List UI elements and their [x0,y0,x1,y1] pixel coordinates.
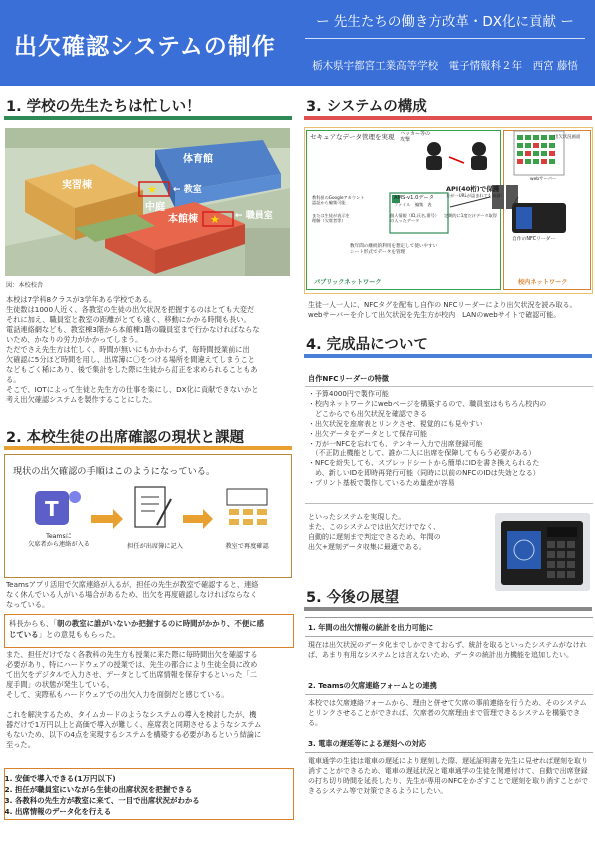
s2-line: なく休んでいる人がいる場合があるため、出欠を再度確認しなければならなく [6,590,258,599]
section1-title: 1. 学校の先生たちは忙しい！ [6,99,201,115]
note-fetch: 定期的に1度だけデータ取得 [444,213,497,218]
future-divider [305,694,593,695]
s2-line: 器だけで1万円以上と高価で導入が難しく、座席表と同期させるようなシステム [6,720,262,729]
s1-line: いため、かなりの労力がかかってしまう。 [6,335,143,344]
solution-item: 2. 担任が職員室にいながら生徒の出席状況を把握できる [15,784,293,795]
section4-bar [304,354,592,358]
svg-text:★: ★ [147,183,157,196]
nfc-reader-photo [495,513,590,591]
s4-line: 自動的に遅刻まで判定できるため、年間の [308,533,441,541]
s4-line: といったシステムを実現した。 [308,513,406,521]
label-staffroom: ← 職員室 [235,211,273,221]
section2-para2 [6,650,292,750]
feature-item: ・プリント基板で製作しているため量産が容易 [308,479,455,488]
author-line: 栃木県宇都宮工業高等学校 電子情報科２年 西宮 藤悟 [312,60,578,72]
section4-result [308,512,493,552]
s1-line: 考え出欠確認システムを製作することにした。 [6,395,157,404]
svg-text:T: T [45,497,59,521]
svg-text:★: ★ [210,213,220,226]
feature-item: どこからでも出欠状況を確認できる [308,409,427,418]
features-title: 自作NFCリーダーの特徴 [308,374,389,383]
feature-item: ・予算4000円で製作可能 [308,390,389,398]
s1-line: 欠確認に5分ほど時間を用し、出席簿に〇をつける場所を間違えてしまうこと [6,355,255,364]
quote-text: 科長からも、「朝の教室に誰がいないか把握するのに時間がかかり、不便に感 じている」との意見ももらった。 [9,619,264,639]
campus-map [5,128,290,276]
solutions-box [4,768,294,820]
campus-caption: 図：本校校舎 [6,282,44,289]
feature-item: ・出欠状況を座席表とリンクさせ、視覚的にも見やすい [308,419,483,428]
s4-line: また、このシステムでは出欠だけでなく、 [308,523,441,531]
label-main: 本館棟 [168,214,198,225]
future-text-3: 電車通学の生徒は電車の遅延により遅刻した際、遅延証明書を先生に見せれば遅刻を取り消すことができるため、電車の遅延状況と電車通学の生徒を関連付けて、自動で出席登録の打ち切り時間を延長したり、先生が専用のNFCをかざすことで遅刻を取り消すことができるシステム等で対策できるようにしたい。 [308,757,589,795]
features-box [305,386,593,504]
hacker-label: ハッカー等の 攻撃 [400,131,431,143]
section5-title: 5. 今後の展望 [306,590,400,606]
poster-title: 出欠確認システムの制作 [14,34,276,60]
api-label: API(40桁)で保護 [446,185,500,193]
solution-item: 1. 安価で導入できる(1万円以下) [15,773,293,784]
s2-line: て出欠をデジタルで入力させ、データとして出席情報を保存するといった「二 [6,670,257,679]
solution-item: 4. 出席情報のデータ化を行える [15,806,293,817]
s2-line: なっている。 [6,600,50,609]
quote-box [4,614,294,648]
header-divider [305,38,585,39]
s1-line: 本校は7学科8クラスが3学年ある学校である。 [6,295,157,304]
section2-title: 2. 本校生徒の出席確認の現状と課題 [6,430,245,446]
section3-title: 3. システムの構成 [306,99,427,115]
future-heading-3: 3. 電車の遅延等による遅刻への対応 [308,739,427,748]
future-heading-1: 1. 年間の出欠情報の統計を出力可能に [308,623,434,632]
s2-line: そして、実際私もハードウェアでの出欠入力を面倒だと感じている。 [6,690,229,699]
future-text-1: 現在は出欠状況のデータ化までしかできておらず、統計を取るといったシステムがなければ、あまり有用なシステムとは言えないため、データの統計出力機能を追加したい。 [308,641,587,659]
reader-label: 自作のNFCリーダー [512,237,556,242]
sheet-caption: 数年間の継続的利用を想定して使いやすい シート形式でデータを管理 [350,244,438,255]
note-personal: 個人情報（ID,氏名,番号） の入ったデータ [390,213,439,224]
future-text-2: 本校では欠席連絡フォームから、理由と併せて欠席の事前連絡を行うため、そのシステムとリンクさせることができれば、欠席者の欠席理由まで管理できるシステムを構築できる。 [308,699,587,727]
feature-item: ・出欠データをデータとして保存可能 [308,429,427,438]
section5-bar [304,607,592,611]
feature-item: ・万が一NFCを忘れても、テンキー入力で出席登録可能 [308,439,483,448]
future-heading-2: 2. Teamsの欠席連絡フォームとの連携 [308,681,437,690]
public-network-label: パブリックネットワーク [314,279,382,286]
header-banner [0,0,595,86]
section1-bar [4,116,292,120]
poster-subtitle: ー 先生たちの働き方改革・DX化に貢献 ー [316,14,574,30]
solution-item: 3. 各教科の先生方が教室に来て、一目で出席状況がわかる [15,795,293,806]
api-sublabel: 万が一URLが盗まれても知識！ [446,193,505,198]
feature-item: （不正防止機能として、誰か二人に出席を保障してもらう必要がある） [308,449,536,458]
flow-step-2: 担任が出席簿に記入 [127,543,183,550]
section4-title: 4. 完成品について [306,337,428,353]
s2-line: これを解決するため、タイムカードのようなシステムの導入を検討したが、機 [6,710,257,719]
private-network-label: 校内ネットワーク [518,279,568,286]
s1-line: などもごく稀にあり、後で集計をした際に生徒から訂正を求められることもあ [6,365,258,374]
s1-line: それに加え、職員室と教室の距離がとても遠く、移動にかかる時間も長い。 [6,315,251,324]
s1-line: 生徒数は1000人近く、各教室の生徒の出欠状況を把握するのはとても大変だ [6,305,255,314]
s1-line: る。 [6,375,21,384]
flow-step-1: Teamsに 欠席者から連絡が入る [28,533,90,548]
future-divider [305,752,593,753]
s1-line: 電話連絡網なども、教室棟3階から本館棟1階の職員室まで行かなければならな [6,325,260,334]
gas-label: AMS-v1.0データ [394,195,434,201]
section3-bar [304,116,592,120]
section3-desc: 生徒一人一人に、NFCタグを配布し自作の NFCリーダーにより出欠状況を読み取る。webサーバーを介して出欠状況を先生方が校内 LANのwebサイトで確認可能。 [308,301,577,319]
s1-line: ただでさえ先生方は忙しく、時間が無いにもかかわらず、毎時間授業前に出 [6,345,250,354]
webserver-label: webサーバー [530,177,557,182]
s2-line: また、担任だけでなく各教科の先生方も授業に来た際に毎時間出欠を確認する [6,650,258,659]
feature-item: め、新しいIDを即時再発行可能（同時に以前のNFCのIDは失効となる） [308,469,540,478]
gas-sublabel: ファイル 編集 表 [394,202,432,207]
secure-label: セキュアなデータ管理を実現 [310,133,395,141]
section1-body [6,295,292,405]
s1-line: そこで、IOTによって生徒と先生方の仕事を楽にし、DX化に貢献できないかと [6,385,259,394]
section2-bar [4,446,292,450]
s2-line: もないため、以下の4点を実現するシステムを構築する必要があるという結論に [6,730,262,739]
s2-line [6,700,292,710]
notice-label: 出欠状況画面 [554,135,581,140]
s2-line: 至った。 [6,740,35,749]
feature-item: ・NFCを紛失しても、スプレッドシートから簡単にIDを書き換えられるた [308,459,540,468]
flow-heading: 現状の出欠確認の手順はこのようになっている。 [13,466,216,477]
s4-line: 出欠+遅刻データ収集に最適である。 [308,543,426,551]
section2-para1 [6,580,292,610]
label-practice: 実習棟 [62,180,92,191]
note-display: または生徒が表示を 理解（欠席者等） [312,213,350,224]
label-courtyard: 中庭 [145,202,165,213]
flow-box [4,454,292,578]
feature-item: ・校内ネットワークにwebページを構築するので、職員室はもちろん校内の [308,399,547,408]
flow-step-3: 教室で再度確認 [225,543,269,550]
s2-line: Teamsアプリ活用で欠席連絡が入るが、担任の先生が教室で確認すると、連絡 [6,580,259,589]
future-section [305,617,593,841]
label-gym: 体育館 [183,154,213,165]
label-classroom: ← 教室 [173,185,202,195]
s2-line: 必要があり、特にハードウェアの授業では、先生の都合により生徒全員に改め [6,660,258,669]
future-divider [305,636,593,637]
note-account: 教科担のGoogleアカウント 認証から編集可能 [312,195,365,206]
s2-line: 度手間」の状態が発生している。 [6,680,114,689]
